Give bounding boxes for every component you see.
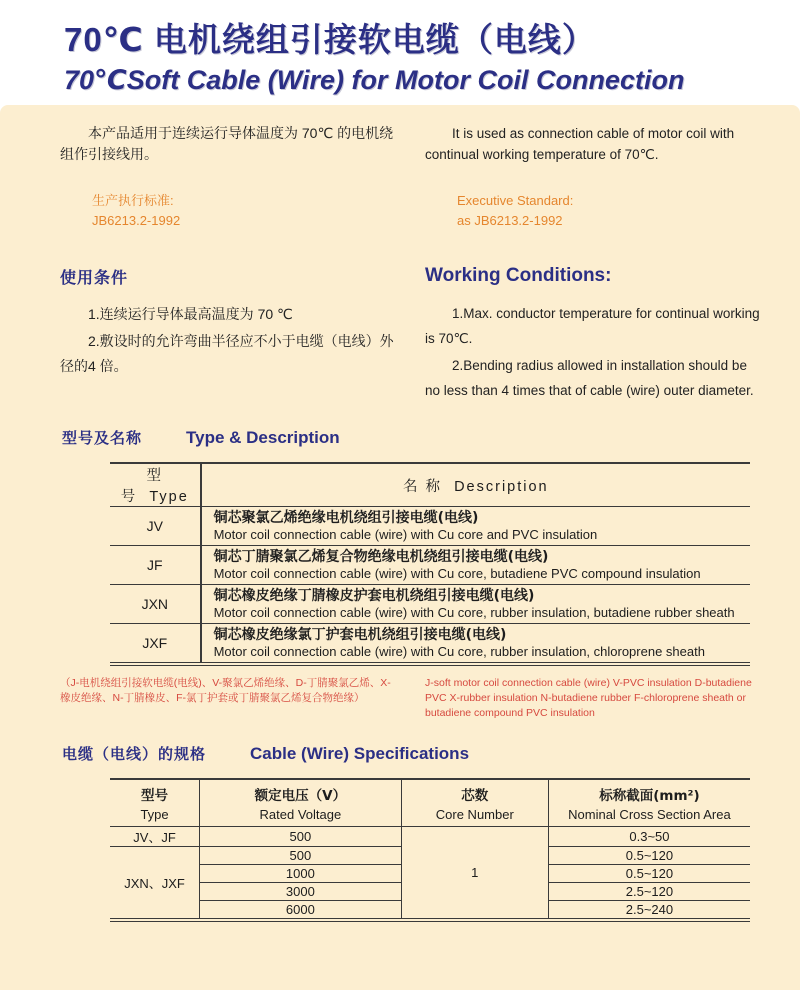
content-panel <box>0 105 800 990</box>
executive-standard-label: Executive Standard: <box>457 193 574 208</box>
core-number-cell: 1 <box>401 827 548 919</box>
voltage-cell: 3000 <box>200 883 402 901</box>
type-section-heading-cn: 型号及名称 <box>62 430 143 447</box>
standard-row <box>60 191 760 231</box>
spec-section-heading-en: Cable (Wire) Specifications <box>250 744 470 763</box>
description-cn: 铜芯丁腈聚氯乙烯复合物绝缘电机绕组引接电缆(电线) <box>213 549 549 565</box>
voltage-cell: 500 <box>200 847 402 865</box>
spec-header-voltage: 额定电压（V） Rated Voltage <box>200 780 402 827</box>
type-section-heading-en: Type & Description <box>186 428 340 447</box>
section-range-cell: 2.5~240 <box>548 901 750 919</box>
description-column-header: 名 称 Description <box>402 478 549 495</box>
conditions-row <box>60 265 760 405</box>
footnotes-row <box>60 676 760 721</box>
type-column-header: 型 号 Type <box>110 464 201 507</box>
table-header-row <box>110 780 750 827</box>
spec-section-heading <box>62 743 760 764</box>
voltage-cell: 1000 <box>200 865 402 883</box>
condition-item: 2.Bending radius allowed in installation should be no less than 4 times that of cable (wire) outer diameter. <box>425 358 754 398</box>
intro-row <box>60 123 760 165</box>
type-cell: JXN <box>110 585 201 624</box>
voltage-cell: 500 <box>200 827 402 847</box>
description-en: Motor coil connection cable (wire) with Cu core and PVC insulation <box>213 527 598 542</box>
working-conditions-list-en <box>425 301 760 403</box>
voltage-cell: 6000 <box>200 901 402 919</box>
description-en: Motor coil connection cable (wire) with Cu core, rubber insulation, chloroprene sheath <box>213 644 705 659</box>
type-description-table <box>110 462 750 666</box>
spec-section-heading-cn: 电缆（电线）的规格 <box>62 746 207 763</box>
description-cn: 铜芯橡皮绝缘丁腈橡皮护套电机绕组引接电缆(电线) <box>213 588 535 604</box>
table-header-row <box>110 464 750 507</box>
type-cell: JF <box>110 546 201 585</box>
intro-paragraph-cn: 本产品适用于连续运行导体温度为 70℃ 的电机绕组作引接线用。 <box>60 125 394 162</box>
executive-standard-en <box>425 191 760 231</box>
usage-conditions-list-cn <box>60 302 400 379</box>
type-cell: JXF <box>110 624 201 663</box>
section-range-cell: 2.5~120 <box>548 883 750 901</box>
type-section-heading <box>62 427 760 448</box>
table-row <box>110 624 750 663</box>
footnote-en: J-soft motor coil connection cable (wire) V-PVC insulation D-butadiene PVC X-rubber insulation N-butadiene rubber F-chloroprene sheath or butadiene compound PVC insulation <box>425 677 752 719</box>
description-cn: 铜芯橡皮绝缘氯丁护套电机绕组引接电缆(电线) <box>213 627 507 643</box>
table-row <box>110 585 750 624</box>
executive-standard-value: as JB6213.2-1992 <box>457 213 563 228</box>
table-row <box>110 507 750 546</box>
spec-header-type: 型号 Type <box>110 780 200 827</box>
spec-header-section: 标称截面(mm²) Nominal Cross Section Area <box>548 780 750 827</box>
working-conditions-heading-en: Working Conditions: <box>425 265 612 286</box>
description-en: Motor coil connection cable (wire) with Cu core, rubber insulation, butadiene rubber sheath <box>213 605 735 620</box>
production-standard-label: 生产执行标准: <box>92 193 174 208</box>
section-range-cell: 0.3~50 <box>548 827 750 847</box>
section-range-cell: 0.5~120 <box>548 865 750 883</box>
spec-header-core: 芯数 Core Number <box>401 780 548 827</box>
production-standard-cn <box>60 191 400 231</box>
usage-conditions-heading-cn: 使用条件 <box>60 270 129 287</box>
description-en: Motor coil connection cable (wire) with Cu core, butadiene PVC compound insulation <box>213 566 701 581</box>
specifications-table <box>110 778 750 922</box>
table-row <box>110 546 750 585</box>
table-row <box>110 827 750 847</box>
page-title-cn: 70℃ 电机绕组引接软电缆（电线） <box>64 21 596 58</box>
production-standard-value: JB6213.2-1992 <box>92 213 181 228</box>
condition-item: 1.连续运行导体最高温度为 70 ℃ <box>88 306 293 322</box>
spec-type-cell: JV、JF <box>110 827 200 847</box>
page-header <box>0 0 800 105</box>
spec-type-cell: JXN、JXF <box>110 847 200 919</box>
footnote-cn: （J-电机绕组引接软电缆(电线)、V-聚氯乙烯绝缘、D-丁腈聚氯乙烯、X-橡皮绝缘、N-丁腈橡皮、F-氯丁护套或丁腈聚氯乙烯复合物绝缘） <box>60 677 391 704</box>
condition-item: 1.Max. conductor temperature for continual working is 70℃. <box>425 306 760 346</box>
section-range-cell: 0.5~120 <box>548 847 750 865</box>
page-title-en: 70℃Soft Cable (Wire) for Motor Coil Connection <box>64 65 685 95</box>
description-cn: 铜芯聚氯乙烯绝缘电机绕组引接电缆(电线) <box>213 510 479 526</box>
type-cell: JV <box>110 507 201 546</box>
intro-paragraph-en: It is used as connection cable of motor coil with continual working temperature of 70℃. <box>425 126 735 162</box>
condition-item: 2.敷设时的允许弯曲半径应不小于电缆（电线）外径的4 倍。 <box>60 333 394 374</box>
